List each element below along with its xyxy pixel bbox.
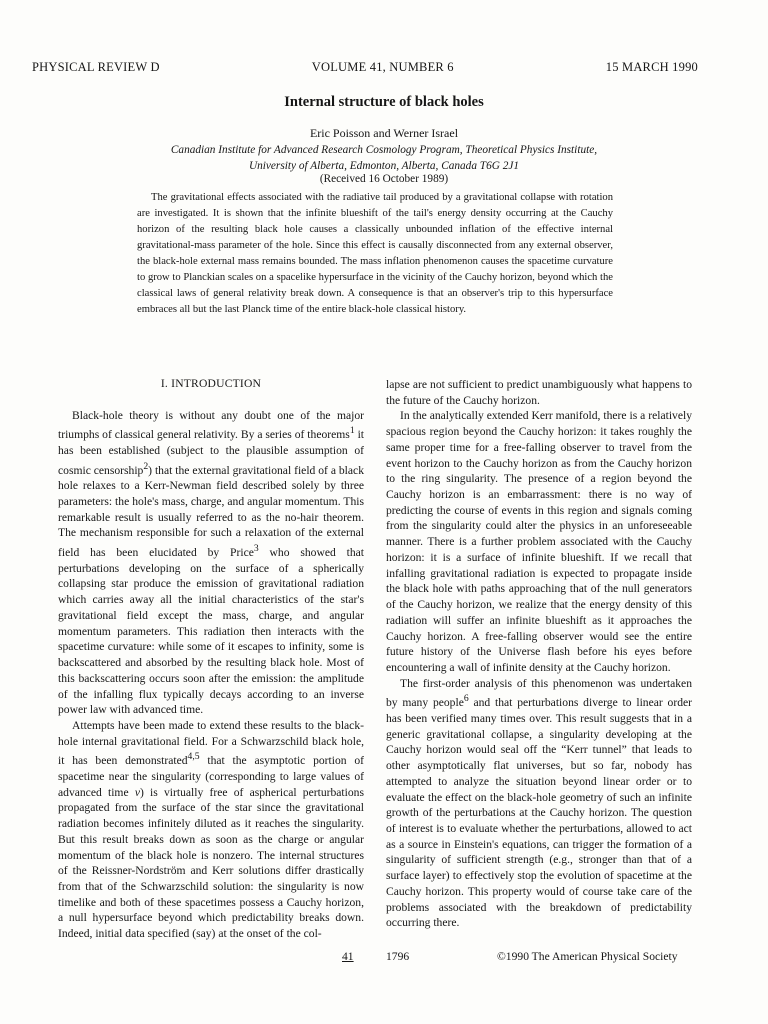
citation-superscript: 6 bbox=[463, 693, 469, 705]
math-variable: v bbox=[134, 785, 140, 799]
paragraph: Attempts have been made to extend these results to the black-hole internal gravitational field. For a Schwarzschild black hole, it has been demonstrated$^{4,5}$ that the asymptotic portion of spacetime near the singularity (corresponding to large values of advanced time v) is virtually free of aspherical perturbations propagated from the surface of the star since the gravitational radiation becomes infinitely diluted as it reaches the singularity. But this result breaks down as soon as the charge or angular momentum of the black hole is nonzero. The internal structures of the Reissner-Nordström and Kerr solutions differ drastically from that of the Schwarzschild solution: the singularity is now timelike and both of these spacetimes possess a Cauchy horizon, a null hypersurface beyond which predictability breaks down. Indeed, initial data specified (say) at the onset of the col- bbox=[58, 718, 364, 941]
citation-superscript: 1 bbox=[349, 425, 355, 437]
received-date: (Received 16 October 1989) bbox=[319, 173, 449, 185]
author-list: Eric Poisson and Werner Israel bbox=[309, 126, 459, 140]
section-heading: I. INTRODUCTION bbox=[160, 377, 262, 390]
citation-superscript: 2 bbox=[143, 460, 149, 472]
journal-name: PHYSICAL REVIEW D bbox=[32, 60, 160, 74]
paragraph: In the analytically extended Kerr manifold, there is a relatively spacious region beyond the Cauchy horizon: it takes roughly the same proper time for a free-falling observer to travel from the event horizon to the Cauchy horizon as from the Cauchy horizon to the ring singularity. The presence of a region beyond the Cauchy horizon is an embarrassment: there is no way of predicting the course of events in this region and signals coming from the singularity could alter the physics in an unforeseeable manner. There is a further problem associated with the Cauchy horizon: it is a surface of infinite blueshift. If we recall that infalling gravitational radiation is expected to propagate inside the black hole with paths approaching that of the null generators of the Cauchy horizon, we realize that the energy density of this radiation will suffer an infinite blueshift as it approaches the Cauchy horizon. A free-falling observer would see the entire future history of the Universe flash before his eyes before encountering a wall of infinite density at the Cauchy horizon. bbox=[386, 409, 692, 674]
citation-superscript: 4,5 bbox=[187, 751, 200, 763]
abstract: The gravitational effects associated with the radiative tail produced by a gravitational collapse with rotation are investigated. It is shown that the infinite blueshift of the tail's energy density occurring at the Cauchy horizon of the resulting black hole causes a classically unbounded inflation of the effective internal gravitational-mass parameter of the hole. Since this effect is causally disconnected from any external observer, the black-hole external mass remains bounded. The mass inflation phenomenon causes the spacetime curvature to grow to Planckian scales on a spacelike hypersurface in the vicinity of the Cauchy horizon, beyond which the classical laws of general relativity break down. A consequence is that an observer's trip to this hypersurface embraces all but the last Planck time of the entire black-hole classical history. bbox=[137, 192, 613, 315]
paper-title: Internal structure of black holes bbox=[284, 94, 484, 110]
citation-superscript: 3 bbox=[253, 543, 259, 555]
paragraph: The first-order analysis of this phenomenon was undertaken by many people$^6$ and that perturbations diverge to linear order has been verified many times over. This result suggests that in a generic gravitational collapse, a singularity developing at the Cauchy horizon would seal off the “Kerr tunnel” that leads to other asymptotically flat universes, but so far, nobody has attempted to analyze the situation beyond linear order or to evaluate the effect on the black-hole geometry of such an infinite growth of the perturbations at the Cauchy horizon. The question of interest is to evaluate whether the perturbations, allowed to act as a source in Einstein's equations, can trigger the formation of a singularity of sufficient strength (e.g., stronger than that of a surface layer) to effectively stop the evolution of spacetime at the Cauchy horizon. This property would of course take care of the problems associated with the breakdown of predictability occurring there. bbox=[386, 676, 692, 930]
affiliation-line-2: University of Alberta, Edmonton, Alberta, Canada T6G 2J1 bbox=[248, 160, 520, 172]
affiliation-line-1: Canadian Institute for Advanced Research Cosmology Program, Theoretical Physics Institute, bbox=[170, 144, 598, 156]
footer-copyright: ©1990 The American Physical Society bbox=[497, 950, 678, 963]
running-head bbox=[32, 60, 698, 75]
paragraph-continued: lapse are not sufficient to predict unambiguously what happens to the future of the Cauchy horizon. bbox=[386, 378, 692, 407]
paragraph: Black-hole theory is without any doubt one of the major triumphs of classical general relativity. By a series of theorems$^1$ it has been established (subject to the plausible assumption of cosmic censorship$^2$) that the external gravitational field of a black hole relaxes to a Kerr-Newman field described solely by three parameters: the hole's mass, charge, and angular momentum. This remarkable result is usually referred to as the no-hair theorem. The mechanism responsible for such a relaxation of the external field has been elucidated by Price$^3$ who showed that perturbations developing on the surface of a spherically collapsing star produce the emission of gravitational radiation which carries away all the initial characteristics of the star's gravitational field except the mass, charge, and angular momentum parameters. This radiation then interacts with the spacetime curvature: while some of it escapes to infinity, some is backscattered and absorbed by the resulting black hole. Most of this backscattering occurs soon after the emission: the amplitude of the infalling flux typically decays according to an inverse power law with advanced time. bbox=[58, 408, 365, 717]
affiliation bbox=[0, 142, 768, 174]
issue-date: 15 MARCH 1990 bbox=[605, 60, 698, 74]
volume-number: VOLUME 41, NUMBER 6 bbox=[311, 60, 454, 74]
footer-page-number: 1796 bbox=[386, 950, 410, 963]
right-column bbox=[386, 377, 692, 931]
left-column bbox=[58, 376, 364, 942]
footer-volume: 41 bbox=[342, 950, 354, 963]
